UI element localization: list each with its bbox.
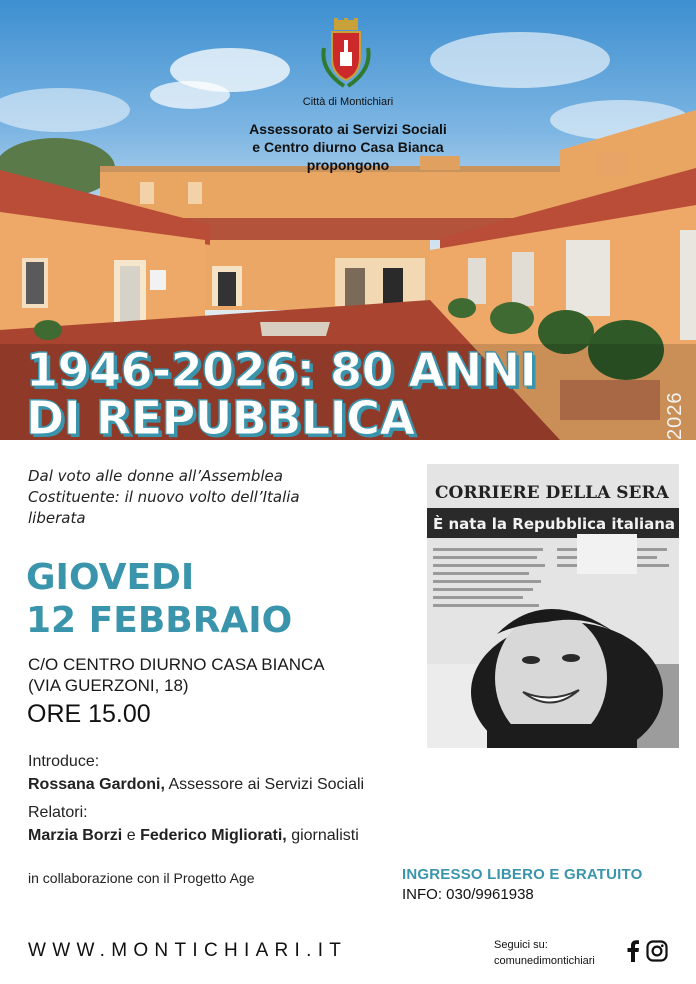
social-handle: comunedimontichiari	[494, 955, 595, 967]
date-weekday: GIOVEDI	[26, 557, 195, 598]
subtitle-line-3: liberata	[28, 509, 86, 527]
follow-label: Seguici su:	[494, 939, 548, 951]
info-phone: INFO: 030/9961938	[402, 886, 534, 903]
city-name: Città di Montichiari	[302, 96, 394, 108]
main-title	[26, 343, 537, 440]
speakers-role: giornalisti	[291, 827, 359, 844]
speakers-conjunction: e	[126, 827, 136, 844]
newspaper-woman-image	[427, 464, 679, 748]
event-date	[26, 556, 292, 642]
speakers-list	[28, 827, 359, 845]
free-entry-note: INGRESSO LIBERO E GRATUITO	[402, 866, 643, 883]
speakers-label: Relatori:	[28, 804, 88, 821]
intro-role: Assessore ai Servizi Sociali	[168, 776, 365, 793]
speaker-2-name: Federico Migliorati,	[140, 827, 287, 844]
newspaper-headline: È nata la Repubblica italiana	[433, 515, 676, 533]
organizer-line-2: e Centro diurno Casa Bianca	[252, 139, 444, 155]
title-line-1: 1946-2026: 80 ANNI	[26, 343, 537, 397]
date-day-month: 12 FEBBRAIO	[26, 600, 293, 641]
event-time: ORE 15.00	[27, 700, 151, 728]
organizer-line-1: Assessorato ai Servizi Sociali	[249, 121, 447, 137]
newspaper-masthead: CORRIERE DELLA SERA	[435, 483, 669, 503]
instagram-icon[interactable]	[646, 940, 668, 962]
venue-address: (VIA GUERZONI, 18)	[28, 676, 189, 695]
social-follow	[494, 937, 595, 969]
crest-icon	[318, 18, 374, 92]
website-link[interactable]: WWW.MONTICHIARI.IT	[28, 940, 348, 961]
organizer-lines	[0, 120, 696, 174]
hero-photo	[0, 0, 696, 440]
organizer-line-3: propongono	[306, 157, 390, 173]
event-subtitle	[28, 466, 408, 529]
intro-speaker	[28, 776, 364, 794]
title-line-2: DI REPUBBLICA	[26, 391, 415, 440]
subtitle-line-1: Dal voto alle donne all’Assemblea	[28, 467, 283, 485]
vertical-year: 2026	[664, 391, 686, 440]
collaboration-note: in collaborazione con il Progetto Age	[28, 870, 255, 886]
event-venue	[28, 654, 325, 696]
venue-name: C/O CENTRO DIURNO CASA BIANCA	[28, 655, 325, 674]
speaker-1-name: Marzia Borzi	[28, 827, 123, 844]
facebook-icon[interactable]	[622, 940, 644, 962]
intro-label: Introduce:	[28, 753, 100, 770]
subtitle-line-2: Costituente: il nuovo volto dell’Italia	[28, 488, 300, 506]
intro-name: Rossana Gardoni,	[28, 776, 165, 793]
historical-photo	[427, 464, 679, 748]
